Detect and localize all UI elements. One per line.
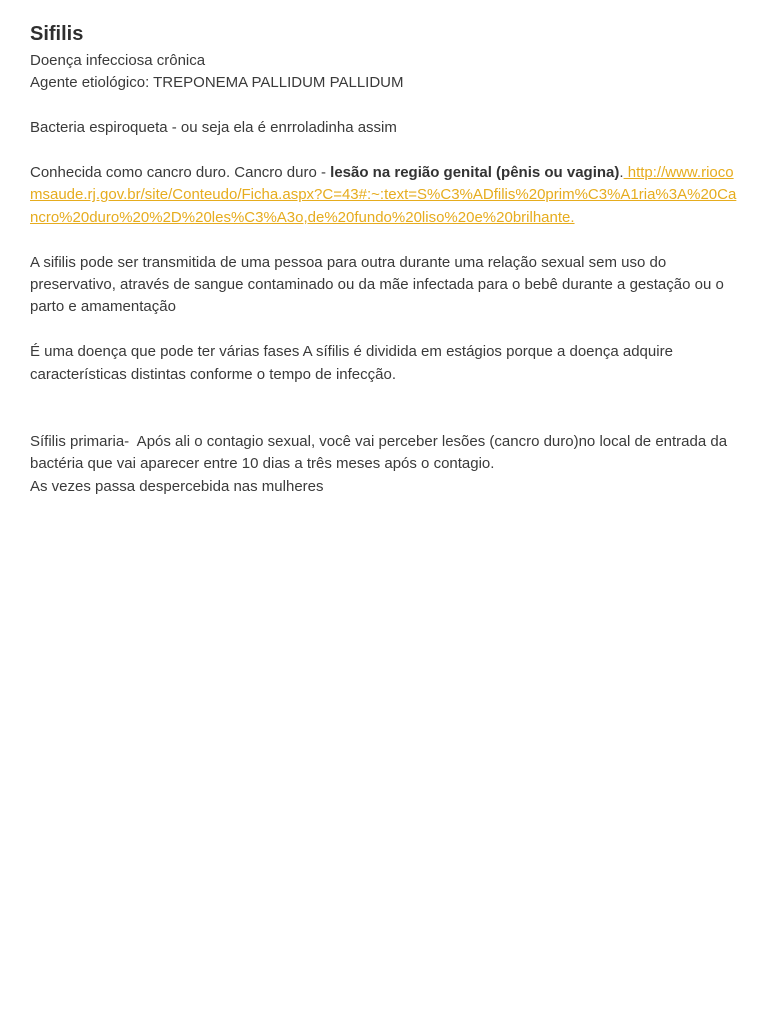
cancro-text: Conhecida como cancro duro. Cancro duro - — [30, 164, 331, 181]
blank-line — [30, 140, 742, 162]
reference-link[interactable]: http://www.riocomsaude.rj.gov.br/site/Conteudo/Ficha.aspx?C=43#:~:text=S%C3%ADfilis%20prim%C3%A1ria%3A%20Cancro%20duro%20%2D%20les%C3%A3o,de%20fundo%20liso%20e%20brilhante. — [30, 164, 737, 226]
blank-line — [30, 95, 742, 117]
note-line-disease: Doença infecciosa crônica — [30, 52, 206, 69]
note-page — [30, 20, 742, 498]
note-paragraph-cancro — [30, 162, 742, 229]
note-line-primary-note: As vezes passa despercebida nas mulheres — [30, 477, 324, 495]
note-paragraph-primary: Sífilis primaria- Após ali o contagio sexual, você vai perceber lesões (cancro duro)no local de entrada da bactéria que vai aparecer entre 10 dias a três meses após o contagio. — [30, 432, 732, 473]
note-title: Sifilis — [30, 23, 84, 45]
cancro-bold-text: lesão na região genital (pênis ou vagina) — [330, 164, 620, 181]
cancro-period: . — [619, 164, 624, 181]
note-line-agent: Agente etiológico: TREPONEMA PALLIDUM PALLIDUM — [30, 74, 404, 92]
blank-line — [30, 319, 742, 341]
note-paragraph-phases: É uma doença que pode ter várias fases A sífilis é dividida em estágios porque a doença adquire características distintas conforme o tempo de infecção. — [30, 343, 678, 383]
note-paragraph-transmission: A sifilis pode ser transmitida de uma pessoa para outra durante uma relação sexual sem uso do preservativo, através de sangue contaminado ou da mãe infectada para o bebê durante a gestação ou o parto e amamentação — [30, 253, 728, 316]
blank-line — [30, 229, 742, 251]
blank-lines — [30, 386, 742, 431]
note-line-bacteria: Bacteria espiroqueta - ou seja ela é enrroladinha assim — [30, 119, 397, 137]
